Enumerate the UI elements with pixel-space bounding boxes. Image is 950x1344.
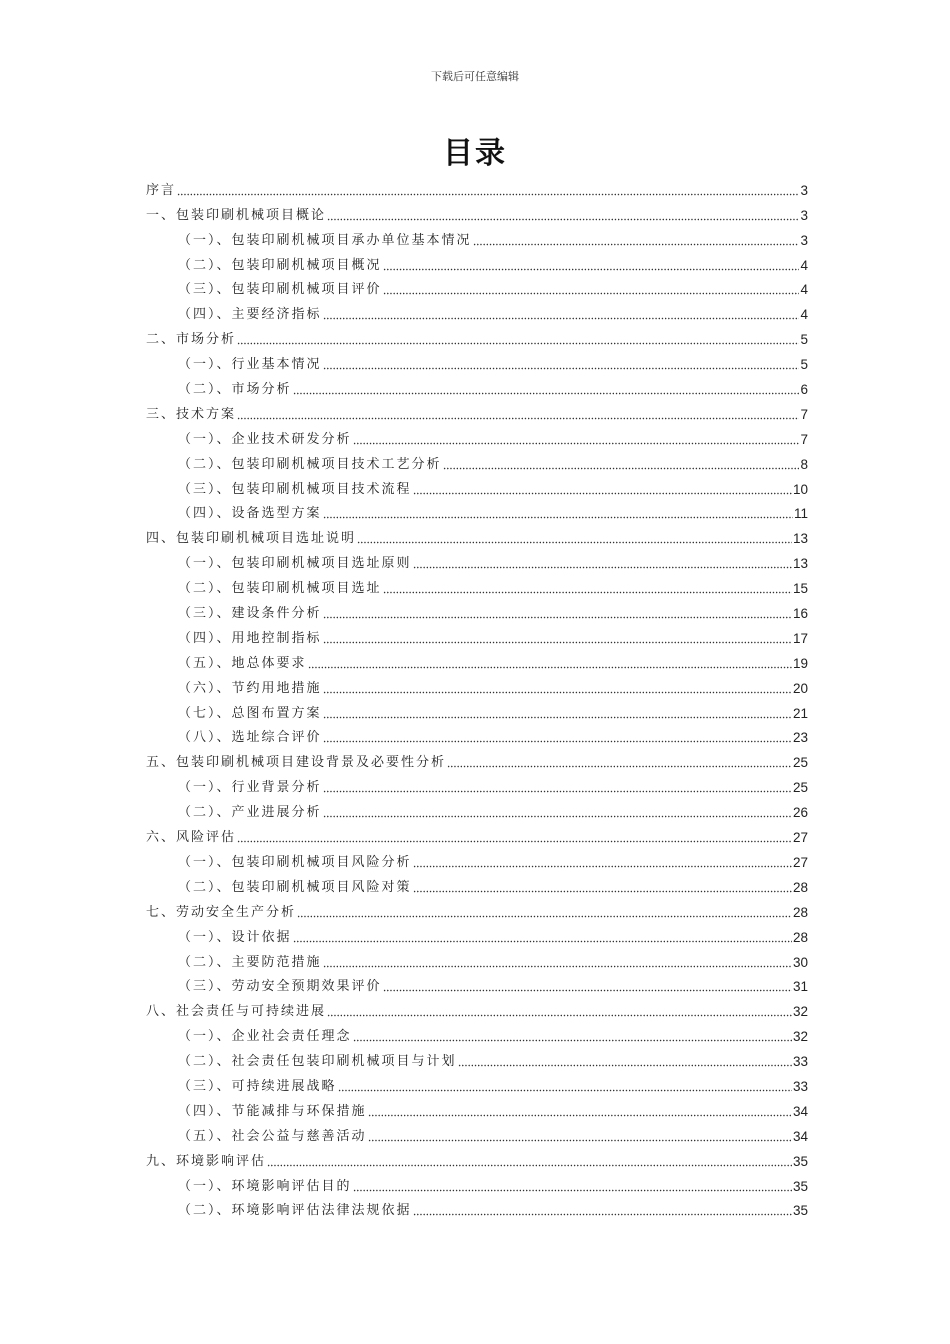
toc-entry-label: （五）、地总体要求 <box>178 655 307 671</box>
toc-entry-page-number: 5 <box>800 357 808 373</box>
toc-entry-label: （二）、包装印刷机械项目选址 <box>178 581 382 597</box>
page-title: 目录 <box>443 136 507 171</box>
toc-entry[interactable] <box>146 274 808 299</box>
toc-entry[interactable] <box>146 846 808 871</box>
toc-entry[interactable] <box>146 971 808 996</box>
toc-entry-page-number: 15 <box>792 581 808 597</box>
toc-entry[interactable] <box>146 373 808 398</box>
toc-entry[interactable] <box>146 1095 808 1120</box>
toc-entry[interactable] <box>146 921 808 946</box>
toc-entry-label: 序言 <box>146 182 177 198</box>
toc-entry-page-number: 25 <box>792 755 808 771</box>
toc-entry[interactable] <box>146 871 808 896</box>
toc-entry[interactable] <box>146 1170 808 1195</box>
toc-entry-page-number: 33 <box>792 1078 808 1094</box>
toc-leader-dots <box>413 856 792 868</box>
toc-entry-label: 四、包装印刷机械项目选址说明 <box>146 531 357 547</box>
toc-leader-dots <box>323 707 792 719</box>
toc-entry[interactable] <box>146 946 808 971</box>
toc-leader-dots <box>473 234 800 246</box>
toc-leader-dots <box>368 1105 792 1117</box>
toc-entry-page-number: 34 <box>792 1103 808 1119</box>
toc-entry[interactable] <box>146 896 808 921</box>
toc-entry[interactable] <box>146 473 808 498</box>
toc-entry-label: （一）、行业背景分析 <box>178 780 322 796</box>
toc-entry[interactable] <box>146 995 808 1020</box>
toc-leader-dots <box>338 1080 792 1092</box>
toc-entry[interactable] <box>146 1120 808 1145</box>
toc-leader-dots <box>323 507 793 519</box>
toc-entry-page-number: 4 <box>800 282 808 298</box>
toc-leader-dots <box>323 731 792 743</box>
toc-entry[interactable] <box>146 448 808 473</box>
toc-entry-page-number: 3 <box>800 182 808 198</box>
toc-entry-page-number: 3 <box>800 207 808 223</box>
toc-entry[interactable] <box>146 722 808 747</box>
toc-leader-dots <box>237 333 799 345</box>
toc-entry[interactable] <box>146 796 808 821</box>
toc-entry-page-number: 35 <box>792 1153 808 1169</box>
toc-leader-dots <box>177 184 799 196</box>
toc-entry[interactable] <box>146 1070 808 1095</box>
toc-leader-dots <box>323 682 792 694</box>
toc-entry-label: 八、社会责任与可持续进展 <box>146 1004 327 1020</box>
toc-leader-dots <box>237 408 799 420</box>
toc-leader-dots <box>327 209 799 221</box>
toc-entry-page-number: 7 <box>800 406 808 422</box>
toc-leader-dots <box>323 956 792 968</box>
toc-entry-label: （二）、环境影响评估法律法规依据 <box>178 1203 412 1219</box>
toc-entry[interactable] <box>146 498 808 523</box>
toc-leader-dots <box>413 483 792 495</box>
toc-entry-label: （二）、市场分析 <box>178 382 292 398</box>
toc-entry-label: （一）、企业社会责任理念 <box>178 1029 352 1045</box>
toc-entry[interactable] <box>146 398 808 423</box>
toc-entry-page-number: 4 <box>800 307 808 323</box>
toc-entry-label: （一）、设计依据 <box>178 929 292 945</box>
toc-entry-label: （三）、包装印刷机械项目评价 <box>178 282 382 298</box>
toc-leader-dots <box>413 557 792 569</box>
toc-entry-page-number: 20 <box>792 680 808 696</box>
toc-entry[interactable] <box>146 423 808 448</box>
toc-entry[interactable] <box>146 771 808 796</box>
toc-entry-page-number: 31 <box>792 979 808 995</box>
toc-entry-label: 三、技术方案 <box>146 406 237 422</box>
toc-entry-label: （一）、企业技术研发分析 <box>178 431 352 447</box>
toc-entry[interactable] <box>146 1145 808 1170</box>
toc-entry[interactable] <box>146 622 808 647</box>
toc-entry-label: （三）、包装印刷机械项目技术流程 <box>178 481 412 497</box>
toc-entry-label: 七、劳动安全生产分析 <box>146 904 297 920</box>
toc-entry[interactable] <box>146 547 808 572</box>
toc-entry-page-number: 34 <box>792 1128 808 1144</box>
toc-entry-label: 六、风险评估 <box>146 830 237 846</box>
toc-leader-dots <box>413 881 792 893</box>
toc-entry[interactable] <box>146 1020 808 1045</box>
toc-entry[interactable] <box>146 647 808 672</box>
toc-leader-dots <box>383 980 792 992</box>
toc-entry-label: （一）、包装印刷机械项目风险分析 <box>178 854 412 870</box>
toc-entry-page-number: 3 <box>800 232 808 248</box>
toc-entry-page-number: 21 <box>792 705 808 721</box>
toc-entry[interactable] <box>146 199 808 224</box>
toc-entry-label: （二）、包装印刷机械项目技术工艺分析 <box>178 456 442 472</box>
toc-leader-dots <box>383 582 792 594</box>
toc-entry-page-number: 32 <box>792 1004 808 1020</box>
toc-entry-page-number: 16 <box>792 606 808 622</box>
toc-entry[interactable] <box>146 746 808 771</box>
toc-entry[interactable] <box>146 1045 808 1070</box>
toc-entry-page-number: 33 <box>792 1054 808 1070</box>
toc-entry-label: （六）、节约用地措施 <box>178 680 322 696</box>
toc-entry-label: （二）、社会责任包装印刷机械项目与计划 <box>178 1054 457 1070</box>
toc-entry-page-number: 19 <box>792 655 808 671</box>
toc-entry-page-number: 7 <box>800 431 808 447</box>
toc-entry[interactable] <box>146 697 808 722</box>
toc-entry-page-number: 17 <box>792 630 808 646</box>
toc-entry[interactable] <box>146 298 808 323</box>
toc-entry[interactable] <box>146 522 808 547</box>
toc-leader-dots <box>383 283 800 295</box>
toc-leader-dots <box>323 607 792 619</box>
toc-entry-page-number: 28 <box>792 929 808 945</box>
toc-leader-dots <box>357 532 792 544</box>
toc-entry-label: （二）、包装印刷机械项目风险对策 <box>178 879 412 895</box>
toc-leader-dots <box>323 308 800 320</box>
toc-entry-label: （四）、主要经济指标 <box>178 307 322 323</box>
toc-entry-label: （五）、社会公益与慈善活动 <box>178 1128 367 1144</box>
toc-entry-page-number: 35 <box>792 1178 808 1194</box>
toc-entry-label: （三）、可持续进展战略 <box>178 1078 337 1094</box>
toc-entry-page-number: 23 <box>792 730 808 746</box>
toc-leader-dots <box>353 433 800 445</box>
toc-entry-page-number: 28 <box>792 904 808 920</box>
toc-entry[interactable] <box>146 1195 808 1220</box>
toc-leader-dots <box>413 1204 792 1216</box>
toc-leader-dots <box>308 657 792 669</box>
toc-entry-label: （三）、劳动安全预期效果评价 <box>178 979 382 995</box>
toc-entry-label: （四）、用地控制指标 <box>178 630 322 646</box>
toc-entry[interactable] <box>146 821 808 846</box>
toc-leader-dots <box>443 458 800 470</box>
toc-entry[interactable] <box>146 249 808 274</box>
toc-leader-dots <box>327 1005 792 1017</box>
toc-entry[interactable] <box>146 597 808 622</box>
toc-leader-dots <box>353 1180 792 1192</box>
toc-leader-dots <box>447 756 792 768</box>
toc-entry-label: （八）、选址综合评价 <box>178 730 322 746</box>
toc-entry-label: （二）、主要防范措施 <box>178 954 322 970</box>
toc-entry-label: （七）、总图布置方案 <box>178 705 322 721</box>
toc-entry-page-number: 35 <box>792 1203 808 1219</box>
toc-entry-page-number: 13 <box>792 556 808 572</box>
toc-entry-label: （一）、行业基本情况 <box>178 357 322 373</box>
toc-entry-page-number: 6 <box>800 382 808 398</box>
toc-leader-dots <box>293 383 800 395</box>
toc-entry-page-number: 32 <box>792 1029 808 1045</box>
toc-entry-label: （二）、产业进展分析 <box>178 805 322 821</box>
page-header: 下载后可任意编辑 <box>431 70 519 83</box>
toc-entry-page-number: 30 <box>792 954 808 970</box>
toc-entry-page-number: 10 <box>792 481 808 497</box>
toc-entry-page-number: 5 <box>800 332 808 348</box>
toc-leader-dots <box>323 632 792 644</box>
toc-leader-dots <box>383 259 800 271</box>
toc-leader-dots <box>368 1130 792 1142</box>
toc-leader-dots <box>297 906 792 918</box>
toc-entry-label: 二、市场分析 <box>146 332 237 348</box>
toc-leader-dots <box>293 931 792 943</box>
toc-leader-dots <box>323 781 792 793</box>
toc-entry-label: 一、包装印刷机械项目概论 <box>146 207 327 223</box>
toc-entry-page-number: 11 <box>793 506 808 522</box>
toc-entry-page-number: 4 <box>800 257 808 273</box>
toc-leader-dots <box>323 806 792 818</box>
toc-entry[interactable] <box>146 572 808 597</box>
toc-leader-dots <box>353 1030 792 1042</box>
toc-entry-page-number: 27 <box>792 854 808 870</box>
toc-entry[interactable] <box>146 672 808 697</box>
toc-entry-page-number: 8 <box>800 456 808 472</box>
toc-entry-label: （一）、环境影响评估目的 <box>178 1178 352 1194</box>
table-of-contents <box>146 174 808 1219</box>
toc-entry[interactable] <box>146 323 808 348</box>
toc-entry[interactable] <box>146 348 808 373</box>
toc-entry-page-number: 25 <box>792 780 808 796</box>
toc-leader-dots <box>458 1055 792 1067</box>
toc-leader-dots <box>323 358 800 370</box>
toc-entry-page-number: 28 <box>792 879 808 895</box>
toc-entry-label: （四）、设备选型方案 <box>178 506 322 522</box>
toc-entry-page-number: 26 <box>792 805 808 821</box>
toc-leader-dots <box>237 831 792 843</box>
toc-entry-label: （一）、包装印刷机械项目承办单位基本情况 <box>178 232 472 248</box>
toc-entry[interactable] <box>146 174 808 199</box>
toc-entry-label: （一）、包装印刷机械项目选址原则 <box>178 556 412 572</box>
toc-entry-label: （三）、建设条件分析 <box>178 606 322 622</box>
toc-entry-page-number: 13 <box>792 531 808 547</box>
toc-leader-dots <box>267 1155 792 1167</box>
toc-entry-page-number: 27 <box>792 830 808 846</box>
toc-entry[interactable] <box>146 224 808 249</box>
toc-entry-label: （二）、包装印刷机械项目概况 <box>178 257 382 273</box>
toc-entry-label: 五、包装印刷机械项目建设背景及必要性分析 <box>146 755 447 771</box>
toc-entry-label: （四）、节能减排与环保措施 <box>178 1103 367 1119</box>
toc-entry-label: 九、环境影响评估 <box>146 1153 267 1169</box>
